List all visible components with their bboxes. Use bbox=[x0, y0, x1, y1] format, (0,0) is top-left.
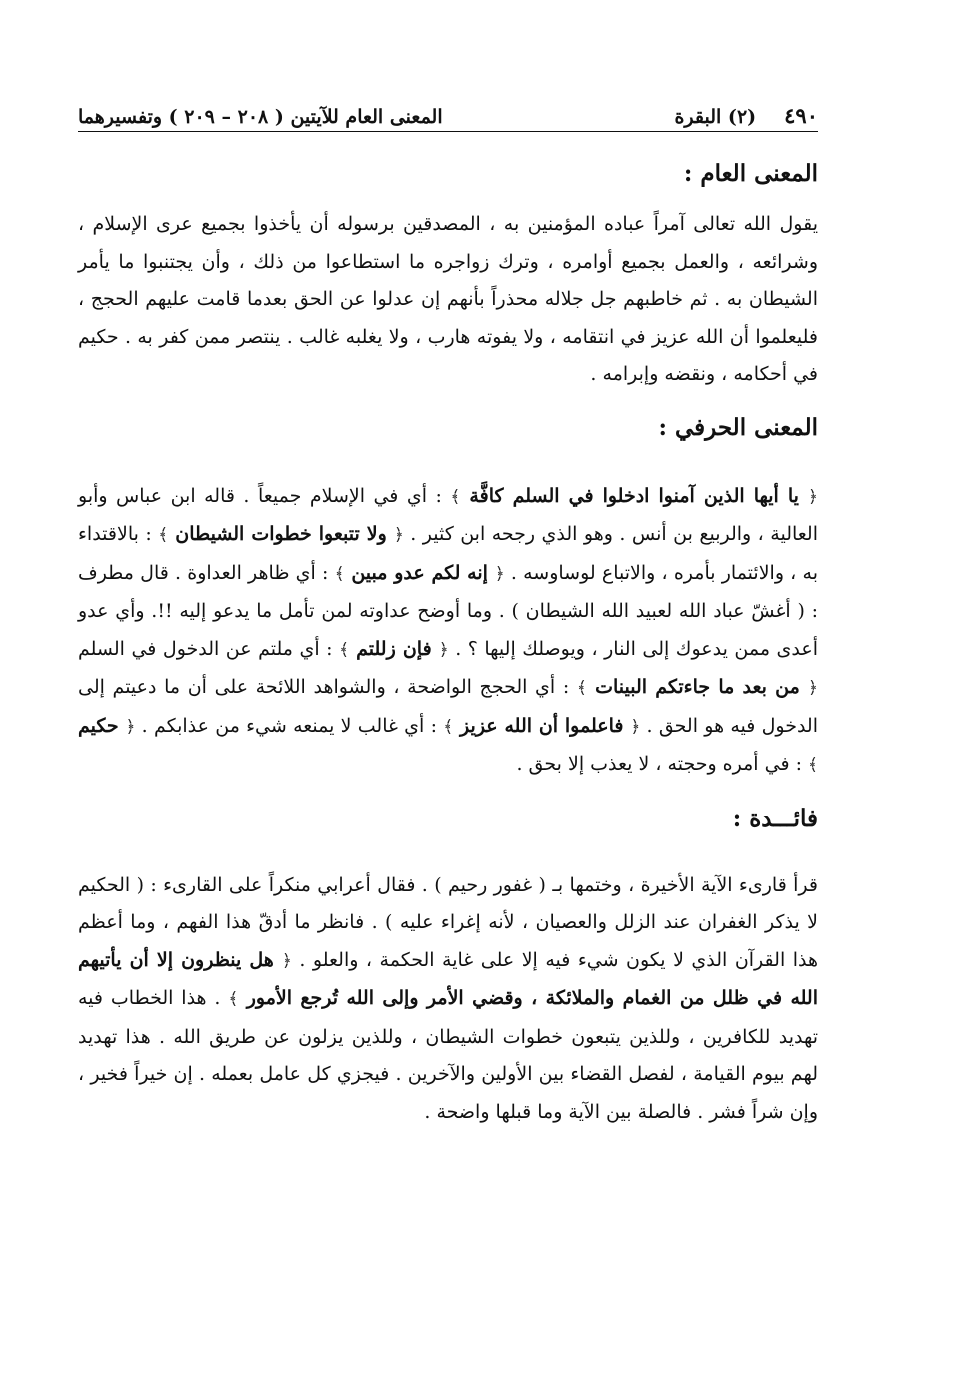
text-segment: : أي غالب لا يمنعه شيء من عذابكم . bbox=[135, 714, 444, 737]
page-content bbox=[78, 150, 818, 1131]
paragraph-benefit bbox=[78, 867, 818, 1132]
quran-phrase: حكيم bbox=[78, 714, 126, 737]
quran-phrase: فإن زللتم bbox=[349, 637, 439, 660]
chapter-label: (٢) البقرة bbox=[674, 106, 757, 128]
ornate-bracket: ﴿ bbox=[281, 950, 292, 971]
ornate-bracket: ﴿ bbox=[125, 716, 136, 737]
header-rule bbox=[78, 131, 818, 132]
text-segment: : أي ملتم عن الدخول في السلم bbox=[78, 637, 340, 660]
ornate-bracket: ﴿ bbox=[438, 639, 449, 660]
ornate-bracket: ﴾ bbox=[443, 716, 454, 737]
quran-phrase: هل ينظرون إلا أن يأتيهم الله في ظلل من الغمام والملائكة ، وقضي الأمر وإلى الله تُرجع الأمور bbox=[78, 948, 818, 1009]
text-segment: يقول الله تعالى آمراً عباده المؤمنين به ، المصدقين برسوله أن يأخذوا بجميع عرى الإسلام ، وشرائعه ، والعمل بجميع أوامره ، وترك زواجره ما استطاعوا من ذلك ، وأن يجتنبوا ما يأمر الشيطان به . ثم خاطبهم جل جلاله محذراً بأنهم إن عدلوا عن الحق بعدما قامت عليهم الحجج ، فليعلموا أن الله عزيز في انتقامه ، ولا يفوته هارب ، ولا يغلبه غالب . ينتصر ممن كفر به . حكيم في أحكامه ، ونقضه وإبرامه . bbox=[78, 213, 818, 385]
ornate-bracket: ﴿ bbox=[630, 716, 641, 737]
ornate-bracket: ﴿ bbox=[808, 678, 818, 698]
ornate-bracket: ﴾ bbox=[339, 639, 350, 660]
ornate-bracket: ﴾ bbox=[158, 525, 169, 545]
text-segment: : أي ظاهر العداوة . قال مطرف : ( أغشّ عباد الله لعبيد الله الشيطان ) . وما أوضح عداوته لمن تأمل ما يدعو إليه !!. وأي عدو أعدى ممن يدعوك إلى النار ، ويوصلك إليها ؟ . bbox=[78, 561, 818, 660]
ornate-bracket: ﴿ bbox=[494, 563, 505, 584]
text-segment: : في أمره وحجته ، لا يعذب إلا بحق . bbox=[516, 753, 809, 775]
header-right bbox=[674, 103, 818, 128]
paragraph-literal-meaning bbox=[78, 478, 818, 785]
quran-phrase: يا أيها الذين آمنوا ادخلوا في السلم كافَّة bbox=[460, 484, 809, 507]
ornate-bracket: ﴾ bbox=[228, 989, 239, 1009]
ornate-bracket: ﴾ bbox=[576, 678, 587, 698]
ornate-bracket: ﴾ bbox=[808, 755, 818, 775]
ornate-bracket: ﴿ bbox=[393, 525, 404, 545]
text-segment: . هذا الخطاب فيه تهديد للكافرين ، وللذين يتبعون خطوات الشيطان ، وللذين يزلون عن طريق الله . هذا تهديد لهم بيوم القيامة ، لفصل القضاء بين الأولين والآخرين . فيجزي كل عامل بعمله . إن خيراً فخير ، وإن شراً فشر . فالصلة بين الآية وما قبلها واضحة . bbox=[78, 987, 818, 1123]
ornate-bracket: ﴾ bbox=[450, 486, 461, 507]
section-heading-benefit: فائـــدة : bbox=[732, 804, 818, 832]
paragraph-general-meaning bbox=[78, 206, 818, 394]
text-segment: : أي الحجج الواضحة ، والشواهد اللائحة على أن ما دعيتم إلى الدخول فيه هو الحق . bbox=[78, 676, 819, 737]
section-heading-general-meaning: المعنى العام : bbox=[683, 160, 818, 187]
text-segment: : بالاقتداء به ، والائتمار بأمره ، والاتباع لوساوسه . bbox=[78, 523, 818, 584]
quran-phrase: من بعد ما جاءتكم البينات bbox=[586, 676, 809, 698]
page-header bbox=[78, 88, 818, 128]
quran-phrase: ولا تتبعوا خطوات الشيطان bbox=[168, 523, 394, 545]
running-title: المعنى العام للآيتين ( ٢٠٨ – ٢٠٩ ) وتفسيرهما bbox=[78, 106, 443, 128]
ornate-bracket: ﴿ bbox=[808, 486, 818, 507]
page-number: ٤٩٠ bbox=[784, 103, 818, 128]
quran-phrase: إنه لكم عدو مبين bbox=[344, 561, 495, 584]
section-heading-literal-meaning: المعنى الحرفي : bbox=[658, 413, 818, 441]
text-segment: : أي في الإسلام جميعاً . قاله ابن عباس وأبو العالية ، والربيع بن أنس . وهو الذي رجحه ابن كثير . bbox=[78, 484, 818, 545]
quran-phrase: فاعلموا أن الله عزيز bbox=[453, 714, 631, 737]
ornate-bracket: ﴾ bbox=[334, 563, 345, 584]
text-segment: قرأ قارىء الآية الأخيرة ، وختمها بـ ( غفور رحيم ) . فقال أعرابي منكراً على القارىء : ( الحكيم لا يذكر الغفران عند الزلل والعصيان ، لأنه إغراء عليه ) . فانظر ما أدقّ هذا الفهم ، وما أعظم هذا القرآن الذي لا يكون شيء فيه إلا على غاية الحكمة ، والعلو . bbox=[78, 873, 818, 971]
